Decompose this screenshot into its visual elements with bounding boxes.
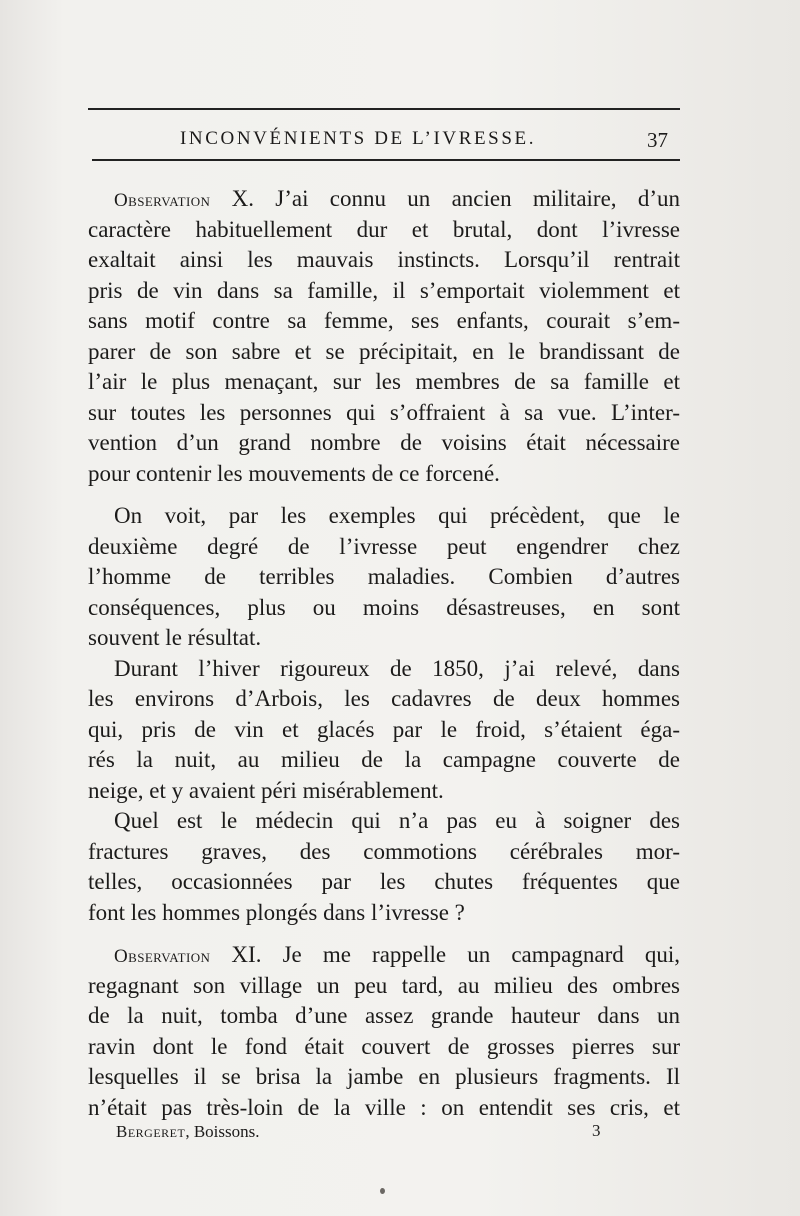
- running-head: [88, 128, 680, 156]
- text-line: lesquelles il se brisa la jambe en plusieurs fragments. Il: [88, 1064, 680, 1089]
- text-line: parer de son sabre et se précipitait, en le brandissant de: [88, 338, 680, 364]
- text-line: sur toutes les personnes qui s’offraient à sa vue. L’inter-: [88, 399, 680, 425]
- text-line: sans motif contre sa femme, ses enfants, courait s’em-: [88, 308, 680, 333]
- footer-imprint: [116, 1122, 616, 1146]
- text-line: n’était pas très-loin de la ville : on entendit ses cris, et: [88, 1094, 680, 1120]
- paragraph-winter-1850: [88, 654, 680, 807]
- text-line: pour contenir les mouvements de ce forcené.: [88, 460, 500, 486]
- footer-title: , Boissons.: [185, 1122, 260, 1141]
- text-line: deuxième degré de l’ivresse peut engendrer chez: [88, 533, 680, 559]
- text-line: qui, pris de vin et glacés par le froid, s’étaient éga-: [88, 716, 680, 742]
- text-line: On voit, par les exemples qui précèdent, que le: [114, 503, 680, 528]
- text-line: telles, occasionnées par les chutes fréquentes que: [88, 869, 680, 894]
- text-line: Durant l’hiver rigoureux de 1850, j’ai relevé, dans: [114, 655, 680, 681]
- paragraph-fractures: [88, 806, 680, 928]
- text-line: regagnant son village un peu tard, au milieu des ombres: [88, 972, 680, 998]
- observation-label: Observation: [114, 946, 211, 967]
- text-line: conséquences, plus ou moins désastreuses, en sont: [88, 594, 680, 620]
- text-line: fractures graves, des commotions cérébrales mor-: [88, 838, 680, 864]
- footer-author: Bergeret: [116, 1122, 186, 1141]
- paragraph-observation-xi: [88, 940, 680, 1123]
- paragraph-examples: [88, 501, 680, 654]
- header-rule-top: [88, 108, 680, 110]
- text-line: font les hommes plongés dans l’ivresse ?: [88, 899, 465, 925]
- text-line: caractère habituellement dur et brutal, dont l’ivresse: [88, 216, 680, 242]
- text-line: vention d’un grand nombre de voisins était nécessaire: [88, 430, 680, 455]
- paragraph-observation-x: [88, 184, 680, 489]
- text-line: exaltait ainsi les mauvais instincts. Lorsqu’il rentrait: [88, 247, 680, 272]
- observation-label: Observation: [114, 190, 211, 211]
- text-line: neige, et y avaient péri misérablement.: [88, 777, 444, 803]
- text-line: l’air le plus menaçant, sur les membres de sa famille et: [88, 369, 680, 394]
- body-text: [88, 184, 680, 1123]
- running-title: INCONVÉNIENTS DE L’IVRESSE.: [180, 128, 537, 149]
- text-line: pris de vin dans sa famille, il s’emportait violemment et: [88, 277, 680, 303]
- text-line: Quel est le médecin qui n’a pas eu à soigner des: [114, 808, 680, 833]
- paper-speck: [380, 1188, 385, 1194]
- page-number: 37: [647, 128, 668, 152]
- text-line: Observation X. J’ai connu un ancien militaire, d’un: [114, 186, 680, 211]
- text-line: l’homme de terribles maladies. Combien d’autres: [88, 564, 680, 589]
- header-rule-bottom: [92, 159, 680, 161]
- text-line: ravin dont le fond était couvert de grosses pierres sur: [88, 1033, 680, 1059]
- text-line: Observation XI. Je me rappelle un campagnard qui,: [114, 942, 680, 967]
- text-line: les environs d’Arbois, les cadavres de deux hommes: [88, 686, 680, 711]
- text-line: souvent le résultat.: [88, 625, 262, 650]
- text-line: de la nuit, tomba d’une assez grande hauteur dans un: [88, 1003, 680, 1028]
- text-line: rés la nuit, au milieu de la campagne couverte de: [88, 747, 680, 772]
- signature-mark: 3: [592, 1121, 601, 1140]
